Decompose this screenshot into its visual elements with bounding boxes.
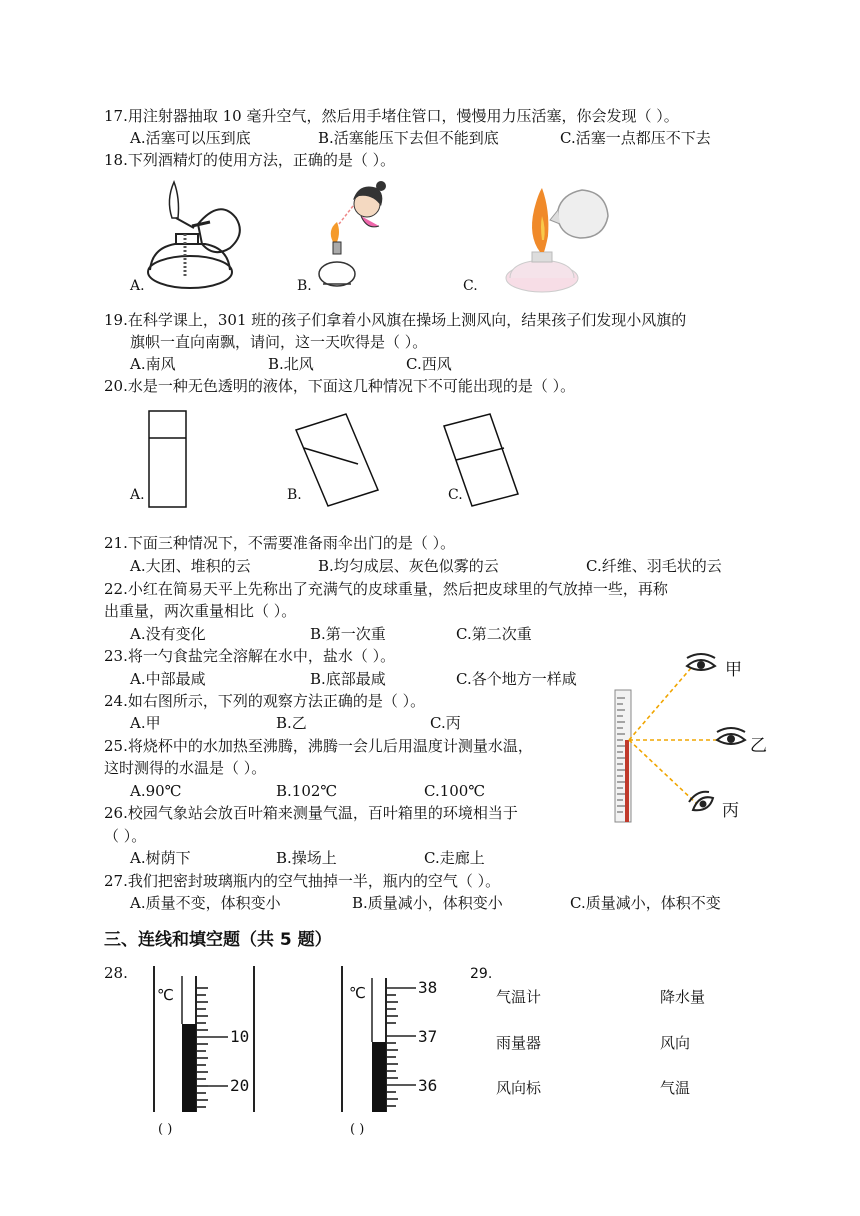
q22-stem-line1: 22.小红在简易天平上先称出了充满气的皮球重量，然后把皮球里的气放掉一些，再称 [104, 580, 668, 598]
q21-stem: 21.下面三种情况下，不需要准备雨伞出门的是（ ）。 [104, 534, 456, 552]
upright-container-water-level-diagram [148, 410, 188, 510]
q24-stem: 24.如右图所示，下列的观察方法正确的是（ ）。 [104, 692, 426, 710]
q17-stem: 17.用注射器抽取 10 毫升空气，然后用手堵住管口，慢慢用力压活塞，你会发现（ ）。 [104, 107, 679, 125]
q29-right-item-wind-direction[interactable]: 风向 [660, 1034, 691, 1052]
q22-option-a: A.没有变化 [130, 625, 206, 643]
q25-stem-line2: 这时测得的水温是（ ）。 [104, 759, 267, 777]
pouring-alcohol-into-lit-lamp-illustration [500, 180, 615, 295]
q29-left-item-thermometer[interactable]: 气温计 [496, 988, 542, 1006]
q21-option-a: A.大团、堆积的云 [130, 557, 251, 575]
eye-label-bing: 丙 [722, 801, 739, 821]
q19-stem-line1: 19.在科学课上，301 班的孩子们拿着小风旗在操场上测风向，结果孩子们发现小风旗的 [104, 311, 687, 329]
q20-option-c: C. [448, 487, 463, 503]
q22-stem-line2: 出重量，两次重量相比（ ）。 [104, 602, 297, 620]
thermometer-2-unit: ℃ [349, 984, 366, 1002]
q27-option-c: C.质量减小，体积不变 [570, 894, 721, 912]
thermometer-2-label-37: 37 [418, 1027, 438, 1046]
q25-option-c: C.100℃ [424, 782, 486, 800]
q25-stem-line1: 25.将烧杯中的水加热至沸腾，沸腾一会儿后用温度计测量水温， [104, 737, 533, 755]
eye-label-jia: 甲 [725, 660, 742, 680]
q23-option-c: C.各个地方一样咸 [456, 670, 577, 688]
q29-number: 29. [470, 966, 493, 982]
eye-yi-icon [717, 728, 745, 744]
alcohol-lamp-lighting-lamp-illustration [140, 178, 250, 293]
q21-option-b: B.均匀成层、灰色似雾的云 [318, 557, 499, 575]
q28-number: 28. [104, 964, 128, 982]
q23-option-a: A.中部最咸 [130, 670, 206, 688]
q24-option-b: B.乙 [276, 714, 307, 732]
eye-jia-icon [687, 654, 715, 670]
q24-option-c: C.丙 [430, 714, 461, 732]
q17-option-a: A.活塞可以压到底 [130, 129, 251, 147]
thermometer-1-answer-blank[interactable]: ( ) [158, 1122, 173, 1137]
q26-option-a: A.树荫下 [130, 849, 191, 867]
q18-option-b: B. [297, 278, 312, 294]
q20-stem: 20.水是一种无色透明的液体，下面这几种情况下不可能出现的是（ ）。 [104, 377, 576, 395]
q18-option-a: A. [130, 278, 145, 294]
q18-stem: 18.下列酒精灯的使用方法，正确的是（ ）。 [104, 151, 396, 169]
thermometer-1-label-10: 10 [230, 1027, 250, 1046]
q26-option-c: C.走廊上 [424, 849, 485, 867]
thermometer-2-label-36: 36 [418, 1076, 438, 1095]
q26-stem-line2: （ ）。 [104, 827, 147, 845]
girl-blowing-out-lamp-illustration [315, 180, 395, 295]
q22-option-c: C.第二次重 [456, 625, 532, 643]
q20-option-b: B. [287, 487, 302, 503]
q24-option-a: A.甲 [130, 714, 161, 732]
q18-option-c: C. [463, 278, 478, 294]
q27-option-b: B.质量减小，体积变小 [352, 894, 503, 912]
q26-stem-line1: 26.校园气象站会放百叶箱来测量气温，百叶箱里的环境相当于 [104, 804, 518, 822]
q19-option-a: A.南风 [130, 355, 176, 373]
q19-option-c: C.西风 [406, 355, 452, 373]
thermometer-2-answer-blank[interactable]: ( ) [350, 1122, 365, 1137]
q19-stem-line2: 旗帜一直向南飘，请问，这一天吹得是（ ）。 [130, 333, 428, 351]
q25-option-a: A.90℃ [130, 782, 182, 800]
q23-option-b: B.底部最咸 [310, 670, 386, 688]
q17-option-c: C.活塞一点都压不下去 [560, 129, 711, 147]
thermometer-2-label-38: 38 [418, 978, 438, 997]
q21-option-c: C.纤维、羽毛状的云 [586, 557, 722, 575]
q29-left-item-wind-vane[interactable]: 风向标 [496, 1079, 542, 1097]
q17-option-b: B.活塞能压下去但不能到底 [318, 129, 499, 147]
q19-option-b: B.北风 [268, 355, 314, 373]
q27-stem: 27.我们把密封玻璃瓶内的空气抽掉一半，瓶内的空气（ ）。 [104, 872, 501, 890]
q25-option-b: B.102℃ [276, 782, 338, 800]
q26-option-b: B.操场上 [276, 849, 337, 867]
q23-stem: 23.将一勺食盐完全溶解在水中，盐水（ ）。 [104, 647, 396, 665]
q27-option-a: A.质量不变，体积变小 [130, 894, 281, 912]
tilted-container-slanted-water-diagram [292, 412, 382, 508]
q20-option-a: A. [130, 487, 145, 503]
eye-label-yi: 乙 [750, 736, 767, 756]
thermometer-1-unit: ℃ [157, 986, 174, 1004]
q29-left-item-rain-gauge[interactable]: 雨量器 [496, 1034, 542, 1052]
section3-title: 三、连线和填空题（共 5 题） [104, 930, 332, 950]
thermometer-1-label-20: 20 [230, 1076, 250, 1095]
q29-right-item-temperature[interactable]: 气温 [660, 1079, 691, 1097]
q22-option-b: B.第一次重 [310, 625, 386, 643]
eye-bing-icon [689, 792, 713, 811]
q29-right-item-precipitation[interactable]: 降水量 [660, 988, 706, 1006]
